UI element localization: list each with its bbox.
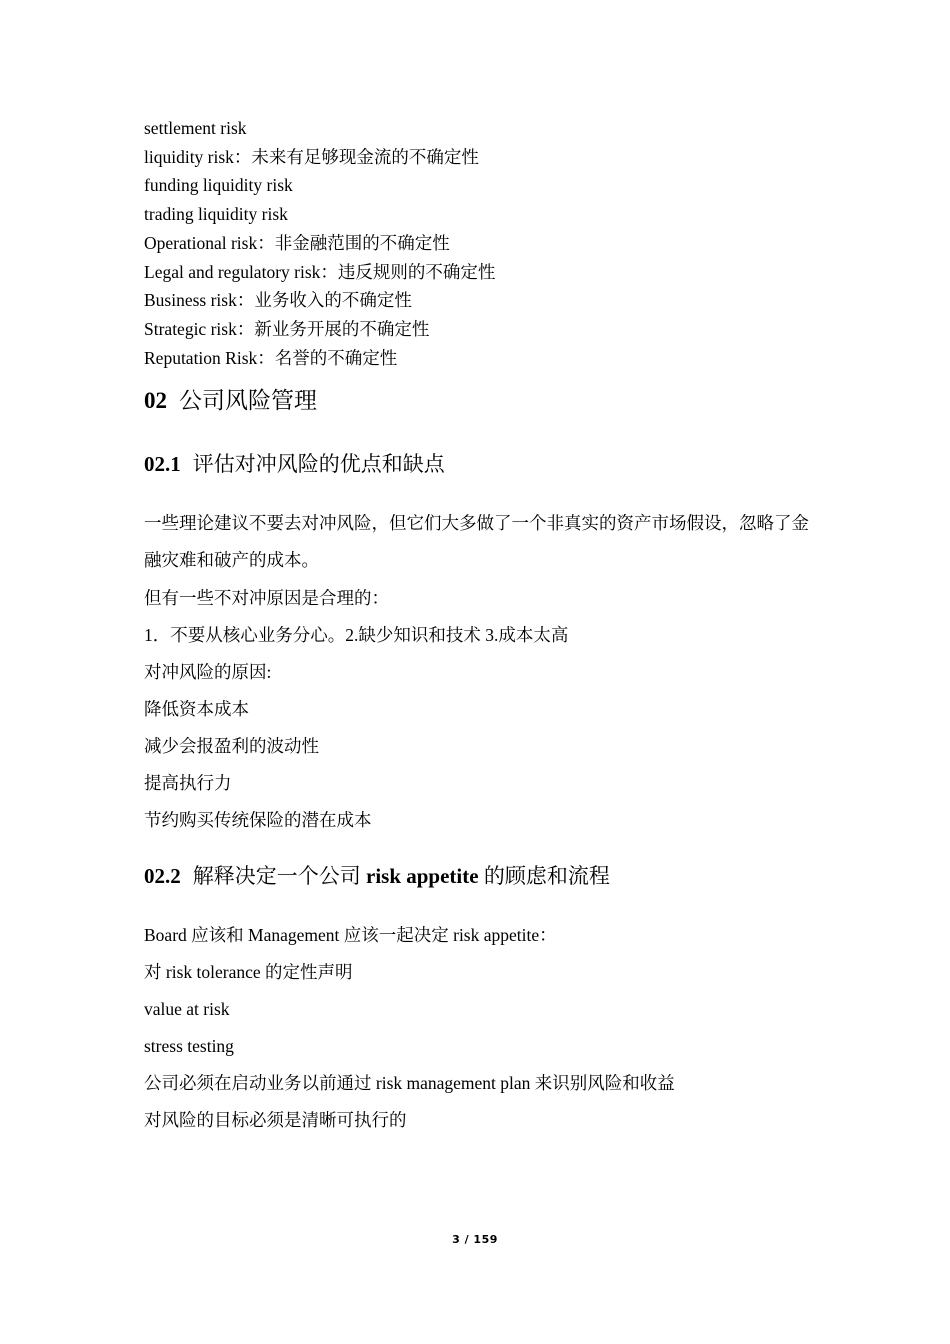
- paragraph-line: 公司必须在启动业务以前通过 risk management plan 来识别风险和收益: [144, 1073, 675, 1093]
- paragraph: 一些理论建议不要去对冲风险，但它们大多做了一个非真实的资产市场假设，忽略了金融灾难和破产的成本。: [144, 513, 809, 570]
- list-item: funding liquidity risk: [144, 175, 293, 196]
- section-title: 公司风险管理: [179, 388, 317, 413]
- list-item: Reputation Risk：名誉的不确定性: [144, 347, 398, 368]
- page-number: 3 / 159: [452, 1233, 498, 1246]
- list-item: liquidity risk：未来有足够现金流的不确定性: [144, 146, 479, 167]
- section-title-term: risk appetite: [366, 864, 479, 888]
- risk-list: [144, 114, 824, 372]
- section-02-1-heading: [144, 450, 824, 478]
- paragraph-line: Board 应该和 Management 应该一起决定 risk appetite：: [144, 925, 557, 945]
- list-item: settlement risk: [144, 118, 247, 138]
- list-item: Strategic risk：新业务开展的不确定性: [144, 318, 430, 339]
- paragraph-line: 降低资本成本: [144, 699, 249, 719]
- section-02-1-intro: [144, 505, 814, 579]
- paragraph-line: 减少会报盈利的波动性: [144, 736, 319, 756]
- paragraph-line: 对 risk tolerance 的定性声明: [144, 962, 353, 982]
- section-02-heading: [144, 386, 824, 416]
- section-02-2-body: [144, 917, 824, 1139]
- paragraph-line: value at risk: [144, 999, 230, 1019]
- paragraph-line: 对风险的目标必须是清晰可执行的: [144, 1110, 407, 1130]
- paragraph-line: 但有一些不对冲原因是合理的：: [144, 588, 389, 608]
- paragraph-line: 对冲风险的原因:: [144, 662, 272, 682]
- section-title-suffix: 的顾虑和流程: [483, 864, 610, 888]
- section-02-2-heading: [144, 862, 824, 890]
- list-item: Business risk：业务收入的不确定性: [144, 290, 412, 311]
- paragraph-line: 1．不要从核心业务分心。2.缺少知识和技术 3.成本太高: [144, 625, 569, 645]
- section-number: 02.2: [144, 864, 181, 888]
- list-item: Legal and regulatory risk：违反规则的不确定性: [144, 261, 496, 282]
- section-title-prefix: 解释决定一个公司: [192, 864, 361, 888]
- list-item: trading liquidity risk: [144, 204, 288, 225]
- section-02-1-body: [144, 580, 824, 839]
- list-item: Operational risk：非金融范围的不确定性: [144, 232, 450, 253]
- section-number: 02.1: [144, 452, 181, 476]
- section-title: 评估对冲风险的优点和缺点: [192, 452, 445, 476]
- paragraph-line: 节约购买传统保险的潜在成本: [144, 810, 372, 830]
- paragraph-line: stress testing: [144, 1036, 234, 1056]
- paragraph-line: 提高执行力: [144, 773, 232, 793]
- section-number: 02: [144, 388, 167, 413]
